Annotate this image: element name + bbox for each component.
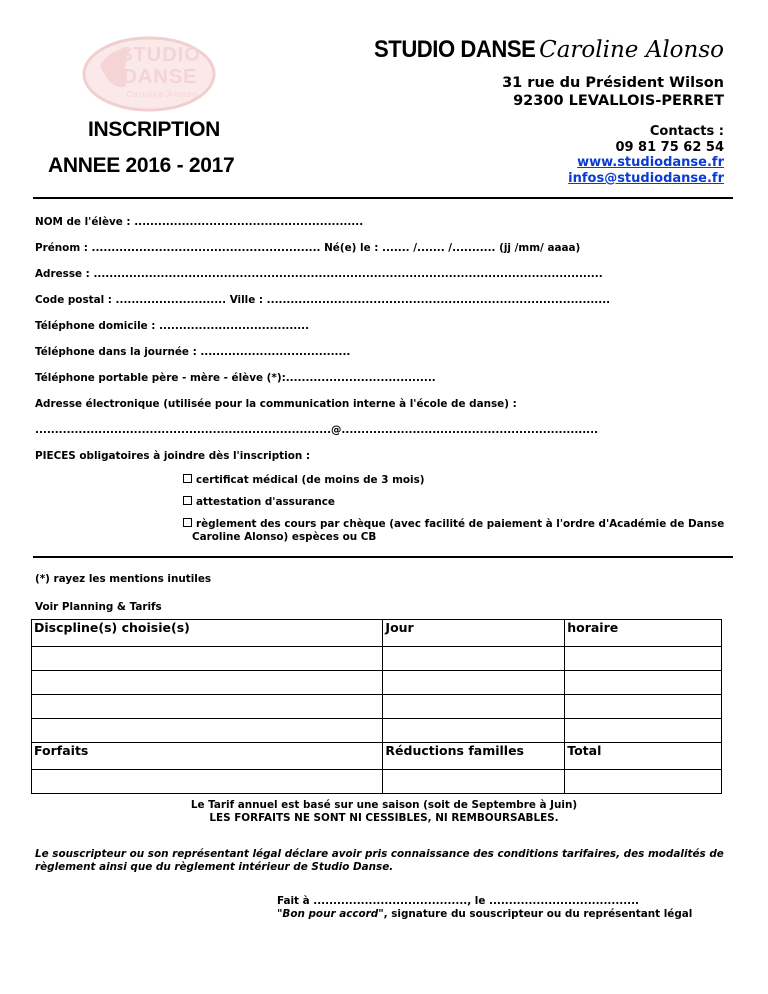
checkbox-icon[interactable] [183,518,192,527]
check-assurance[interactable] [183,496,335,508]
contacts-label: Contacts : [649,124,724,139]
logo-line1: STUDIO [119,44,201,66]
declaration-line2: règlement ainsi que du règlement intérieur de Studio Danse. [35,861,394,873]
table-cell[interactable] [32,695,383,719]
table-cell[interactable] [32,671,383,695]
field-email[interactable]: ...........................................................................@................................................................. [35,424,599,436]
email-link[interactable]: infos@studiodanse.fr [568,170,724,186]
brand-strong: STUDIO DANSE [373,36,536,63]
field-nom[interactable]: NOM de l'élève : .......................................................... [35,216,364,228]
field-adresse[interactable]: Adresse : ................................................................................................................................. [35,268,603,280]
table-cell[interactable] [565,719,722,743]
page-title: INSCRIPTION [88,118,221,141]
check-assurance-label: attestation d'assurance [196,496,335,508]
field-prenom[interactable]: Prénom : .......................................................... Né(e) le : ....... /....... /........... (jj /mm/ aaaa) [35,242,581,254]
check-reglement[interactable] [183,518,724,530]
header-total: Total [565,743,722,770]
address-line2: 92300 LEVALLOIS-PERRET [513,93,724,109]
divider-middle [33,556,733,558]
signature-line [277,908,692,921]
pieces-label: PIECES obligatoires à joindre dès l'inscription : [35,450,311,462]
mentions-note: (*) rayez les mentions inutiles [35,573,212,585]
header-jour: Jour [383,620,565,647]
header-forfaits: Forfaits [32,743,383,770]
tarif-note [0,799,768,825]
check-certificat[interactable] [183,474,425,486]
header-horaire: horaire [565,620,722,647]
field-code-postal[interactable]: Code postal : ............................ Ville : ....................................................................................... [35,294,611,306]
table-cell[interactable] [383,647,565,671]
signature-block [277,895,692,921]
table-cell[interactable] [565,770,722,794]
tarif-line1: Le Tarif annuel est basé sur une saison (soit de Septembre à Juin) [190,799,578,811]
table-row [32,695,722,719]
field-tel-domicile[interactable]: Téléphone domicile : ...................................... [35,320,310,332]
divider-top [33,197,733,199]
tarif-line2: LES FORFAITS NE SONT NI CESSIBLES, NI REMBOURSABLES. [209,812,559,824]
table-row [32,719,722,743]
brand-script: Caroline Alonso [539,37,724,63]
table-cell[interactable] [383,695,565,719]
table-cell[interactable] [32,647,383,671]
table-cell[interactable] [565,647,722,671]
table-cell[interactable] [383,719,565,743]
table-row [32,620,722,647]
table-cell[interactable] [565,671,722,695]
field-tel-journee[interactable]: Téléphone dans la journée : ...................................... [35,346,351,358]
field-fait-a[interactable]: Fait à ......................................., le ...................................... [277,895,640,907]
studio-address [502,74,724,110]
page-subtitle: ANNEE 2016 - 2017 [48,154,235,177]
table-cell[interactable] [32,770,383,794]
studio-logo [82,36,216,112]
table-row [32,671,722,695]
field-tel-portable[interactable]: Téléphone portable père - mère - élève (*):...................................... [35,372,436,384]
checkbox-icon[interactable] [183,474,192,483]
address-line1: 31 rue du Président Wilson [502,75,724,91]
table-cell[interactable] [383,770,565,794]
contacts-phone: 09 81 75 62 54 [615,139,724,155]
declaration-line1: Le souscripteur ou son représentant légal déclare avoir pris connaissance des conditions tarifaires, des modalités de [35,848,724,860]
header-reductions: Réductions familles [383,743,565,770]
email-label: Adresse électronique (utilisée pour la communication interne à l'école de danse) : [35,398,517,410]
header-discipline: Discpline(s) choisie(s) [32,620,383,647]
brand-name [360,36,724,64]
check-reglement-label: règlement des cours par chèque (avec facilité de paiement à l'ordre d'Académie de Danse [196,518,725,530]
table-row [32,770,722,794]
logo-line3: Caroline Alonso [126,90,198,99]
website-link[interactable]: www.studiodanse.fr [577,155,724,170]
declaration [35,848,724,874]
planning-note: Voir Planning & Tarifs [35,601,162,613]
table-cell[interactable] [32,719,383,743]
table-cell[interactable] [565,695,722,719]
table-row [32,743,722,770]
discipline-table [31,619,722,794]
signature-text: , signature du souscripteur ou du représentant légal [383,908,693,920]
contacts-block [568,124,724,186]
table-row [32,647,722,671]
checkbox-icon[interactable] [183,496,192,505]
check-reglement-cont: Caroline Alonso) espèces ou CB [192,531,377,543]
table-cell[interactable] [383,671,565,695]
bon-pour-accord: "Bon pour accord" [277,908,384,920]
check-certificat-label: certificat médical (de moins de 3 mois) [196,474,425,486]
logo-line2: DANSE [122,66,198,88]
